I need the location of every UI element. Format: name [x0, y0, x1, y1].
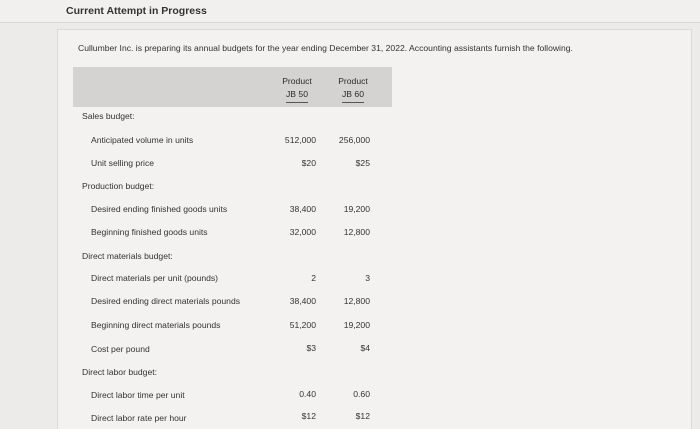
row-label: Cost per pound [91, 344, 150, 354]
value-jb60: 12,800 [343, 296, 370, 306]
value-jb50: 2 [311, 273, 316, 283]
section-label-direct-materials: Direct materials budget: [82, 251, 173, 261]
value-jb60: $4 [360, 343, 370, 353]
row-label: Anticipated volume in units [91, 135, 194, 145]
attempt-status-title: Current Attempt in Progress [66, 5, 207, 17]
value-jb50: 512,000 [284, 135, 316, 145]
section-label-direct-labor: Direct labor budget: [82, 367, 157, 377]
row-label: Direct labor rate per hour [91, 413, 187, 423]
section-label-sales: Sales budget: [82, 111, 135, 121]
value-jb60: 256,000 [338, 135, 370, 145]
row-label: Direct materials per unit (pounds) [91, 273, 219, 283]
row-label: Direct labor time per unit [91, 390, 185, 400]
value-jb60: 19,200 [343, 204, 370, 214]
row-label: Unit selling price [91, 158, 155, 168]
value-jb60: 0.60 [353, 389, 370, 399]
value-jb50: 0.40 [299, 389, 316, 399]
question-intro: Cullumber Inc. is preparing its annual budgets for the year ending December 31, 2022. Accounting assistants furnish the following. [78, 43, 573, 53]
value-jb50: 51,200 [289, 320, 316, 330]
section-label-production: Production budget: [82, 181, 155, 191]
column-header-jb60: Product JB 60 [328, 75, 378, 103]
column-header-jb50: Product JB 50 [272, 75, 322, 103]
value-jb50: $3 [306, 343, 316, 353]
value-jb60: $12 [355, 411, 370, 421]
row-label: Beginning finished goods units [91, 227, 208, 237]
value-jb50: $12 [301, 411, 316, 421]
page-header [0, 0, 700, 23]
value-jb60: 19,200 [343, 320, 370, 330]
value-jb60: 12,800 [343, 227, 370, 237]
row-label: Desired ending finished goods units [91, 204, 228, 214]
row-label: Desired ending direct materials pounds [91, 296, 241, 306]
row-label: Beginning direct materials pounds [91, 320, 221, 330]
value-jb50: $20 [301, 158, 316, 168]
value-jb50: 38,400 [289, 296, 316, 306]
value-jb60: 3 [365, 273, 370, 283]
value-jb50: 32,000 [289, 227, 316, 237]
value-jb50: 38,400 [289, 204, 316, 214]
value-jb60: $25 [355, 158, 370, 168]
